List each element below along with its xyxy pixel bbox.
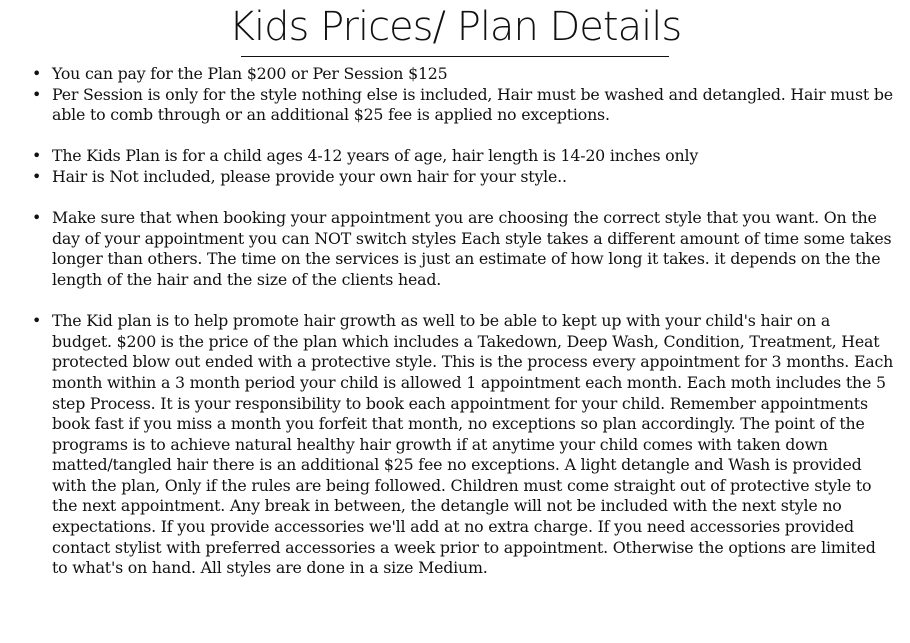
list-item: • The Kid plan is to help promote hair growth as well to be able to kept up with your child's hair on a budget. $200 is the price of the plan which includes a Takedown, Deep Wash, Condition, Treatment, Heat protected blow out ended with a protective style. This is the process every appointment for 3 months. Each month within a 3 month period your child is allowed 1 appointment each month. Each moth includes the 5 step Process. It is your responsibility to book each appointment for your child. Remember appointments book fast if you miss a month you forfeit that month, no exceptions so plan accordingly. The point of the programs is to achieve natural healthy hair growth if at anytime your child comes with taken down matted/tangled hair there is an additional $25 fee no exceptions. A light detangle and Wash is provided with the plan, Only if the rules are being followed. Children must come straight out of protective style to the next appointment. Any break in between, the detangle will not be included with the next style no expectations. If you provide accessories we'll add at no extra charge. If you need accessories provided contact stylist with preferred accessories a week prior to appointment. Otherwise the options are limited to what's on hand. All styles are done in a size Medium. (26, 311, 894, 579)
page-title: Kids Prices/ Plan Details (228, 4, 682, 50)
list-item: • Make sure that when booking your appointment you are choosing the correct style that you want. On the day of your appointment you can NOT switch styles Each style takes a different amount of time some takes longer than others. The time on the services is just an estimate of how long it takes. it depends on the the length of the hair and the size of the clients head. (26, 208, 894, 290)
list-item: • The Kids Plan is for a child ages 4-12 years of age, hair length is 14-20 inches only (26, 146, 894, 167)
list-item: • Per Session is only for the style nothing else is included, Hair must be washed and detangled. Hair must be able to comb through or an additional $25 fee is applied no exceptions. (26, 85, 894, 126)
list-item: • You can pay for the Plan $200 or Per Session $125 (26, 64, 894, 85)
list-item: • Hair is Not included, please provide your own hair for your style.. (26, 167, 894, 188)
booking-list (26, 208, 894, 290)
plan-list (26, 311, 894, 579)
title-underline (241, 56, 669, 57)
eligibility-list (26, 146, 894, 187)
pricing-list (26, 64, 894, 126)
plan-details (26, 64, 894, 579)
